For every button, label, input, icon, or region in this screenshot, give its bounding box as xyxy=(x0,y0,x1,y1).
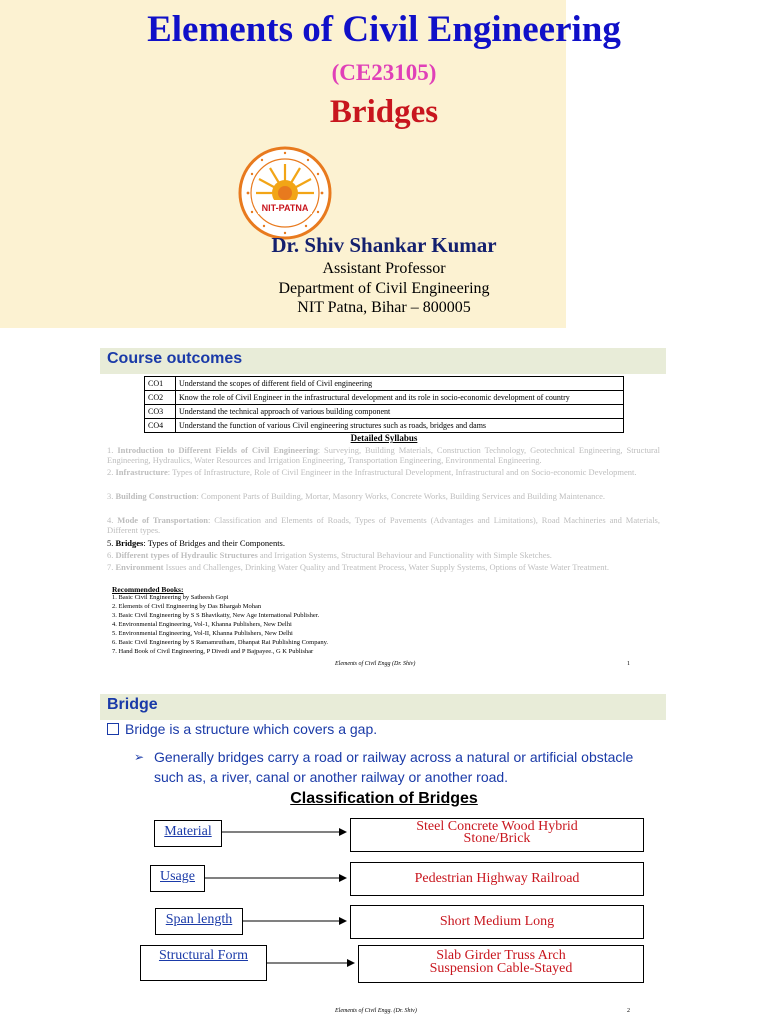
table-cell: Understand the function of various Civil engineering structures such as roads, bridges and dams xyxy=(176,419,624,433)
list-item-title: Introduction to Different Fields of Civil Engineering xyxy=(117,445,318,455)
list-number: 4. xyxy=(107,515,114,525)
slide-footer: Elements of Civil Engg. (Dr. Shiv) xyxy=(335,1008,417,1014)
author-department: Department of Civil Engineering xyxy=(278,280,490,297)
table-cell: Know the role of Civil Engineer in the infrastructural development and its role in socio-economic development of country xyxy=(176,391,624,405)
category-material xyxy=(154,820,222,847)
slide-footer: Elements of Civil Engg (Dr. Shiv) xyxy=(335,661,416,667)
bullet-text: Generally bridges carry a road or railway across a natural or artificial obstacle such as, a river, canal or another railway or another road. xyxy=(154,749,634,785)
list-item-title: Building Construction xyxy=(115,491,197,501)
values-text: Short Medium Long xyxy=(439,914,555,929)
list-item-text: : Classification and Elements of Roads, Types of Pavements (Advantages and Limitations), Road Machineries and Materials, Different types. xyxy=(107,515,660,535)
values-text: Slab Girder Truss Arch xyxy=(436,948,566,963)
list-item-title: Infrastructure xyxy=(115,467,168,477)
values-span-length xyxy=(350,905,644,939)
list-number: 3. xyxy=(107,491,114,501)
category-label: Structural Form xyxy=(158,948,249,963)
recommended-books-heading: Recommended Books: xyxy=(112,585,184,594)
list-item-text: : Surveying, Building Materials, Construction Technology, Geotechnical Engineering, Structural Engineering, Hydraulics, Water Resources and Irrigation Engineering, Transportation Engineering, Environmental Engineering. xyxy=(107,445,661,465)
list-item-text: : Types of Bridges and their Components. xyxy=(143,538,285,548)
section-title: Course outcomes xyxy=(107,350,243,367)
table-cell: CO4 xyxy=(145,419,176,433)
list-item: 2. Elements of Civil Engineering by Das Bhargab Mohan xyxy=(112,603,262,610)
values-text: Pedestrian Highway Railroad xyxy=(414,871,580,886)
author-name: Dr. Shiv Shankar Kumar xyxy=(271,233,497,257)
values-material xyxy=(350,818,644,852)
category-structural-form xyxy=(140,945,267,981)
list-item: 4. Environmental Engineering, Vol-1, Khanna Publishers, New Delhi xyxy=(112,621,292,628)
values-text: Suspension Cable-Stayed xyxy=(429,961,573,976)
classification-heading: Classification of Bridges xyxy=(290,790,478,807)
page-number: 1 xyxy=(627,661,630,667)
table-cell: Understand the technical approach of various building component xyxy=(176,405,624,419)
course-code: (CE23105) xyxy=(331,60,437,85)
values-structural-form xyxy=(358,945,644,983)
table-cell: CO3 xyxy=(145,405,176,419)
page-number: 2 xyxy=(627,1008,630,1014)
list-item: 7. Hand Book of Civil Engineering, P Divedi and P Bajpayee., G K Publishar xyxy=(112,648,314,655)
values-text: Steel Concrete Wood Hybrid xyxy=(416,819,578,834)
category-label: Usage xyxy=(160,869,195,884)
values-usage xyxy=(350,862,644,896)
list-item: 6. Basic Civil Engineering by S Ramamrutham, Dhanpat Rai Publishing Company. xyxy=(112,639,329,646)
author-role: Assistant Professor xyxy=(322,260,446,277)
section-title: Bridge xyxy=(107,696,158,713)
author-address: NIT Patna, Bihar – 800005 xyxy=(297,299,471,316)
logo-text: NIT-PATNA xyxy=(261,203,309,213)
list-number: 7. xyxy=(107,562,114,572)
list-item-title: Different types of Hydraulic Structures xyxy=(115,550,258,560)
category-label: Span length xyxy=(165,912,233,927)
list-item-text: and Irrigation Systems, Structural Behaviour and Functionality with Simple Sketches. xyxy=(257,550,552,560)
list-number: 2. xyxy=(107,467,114,477)
table-cell: CO2 xyxy=(145,391,176,405)
list-item-title: Bridges xyxy=(115,538,144,548)
list-number: 1. xyxy=(107,445,114,455)
list-item: 5. Environmental Engineering, Vol-II, Khanna Publishers, New Delhi xyxy=(112,630,293,637)
list-item-text: : Component Parts of Building, Mortar, Masonry Works, Concrete Works, Building Services and Building Maintenance. xyxy=(196,491,606,501)
bullet-text: Bridge is a structure which covers a gap. xyxy=(125,721,378,737)
topic-title: Bridges xyxy=(329,94,439,130)
list-item-title: Mode of Transportation xyxy=(117,515,208,525)
arrow-bullet-icon: ➢ xyxy=(134,750,145,764)
table-cell: CO1 xyxy=(145,377,176,391)
list-number: 5. xyxy=(107,538,114,548)
table-cell: Understand the scopes of different field of Civil engineering xyxy=(176,377,624,391)
list-item-text: : Types of Infrastructure, Role of Civil Engineer in the Infrastructural Development, Infrastructural and on Socio-economic Development. xyxy=(167,467,637,477)
values-text: Stone/Brick xyxy=(463,831,531,846)
category-span-length xyxy=(155,908,243,935)
list-item: 3. Basic Civil Engineering by S S Bhavikatty, New Age International Publisher. xyxy=(112,612,320,619)
category-label: Material xyxy=(164,824,212,839)
list-item: 1. Basic Civil Engineering by Satheesh Gopi xyxy=(112,594,229,601)
list-item-title: Environment xyxy=(115,562,164,572)
list-item-text: Issues and Challenges, Drinking Water Quality and Treatment Process, Water Supply Systems, Options of Waste Water Treatment. xyxy=(163,562,609,572)
list-number: 6. xyxy=(107,550,114,560)
page-title: Elements of Civil Engineering xyxy=(147,9,621,50)
syllabus-heading: Detailed Syllabus xyxy=(350,433,418,443)
category-usage xyxy=(150,865,205,892)
